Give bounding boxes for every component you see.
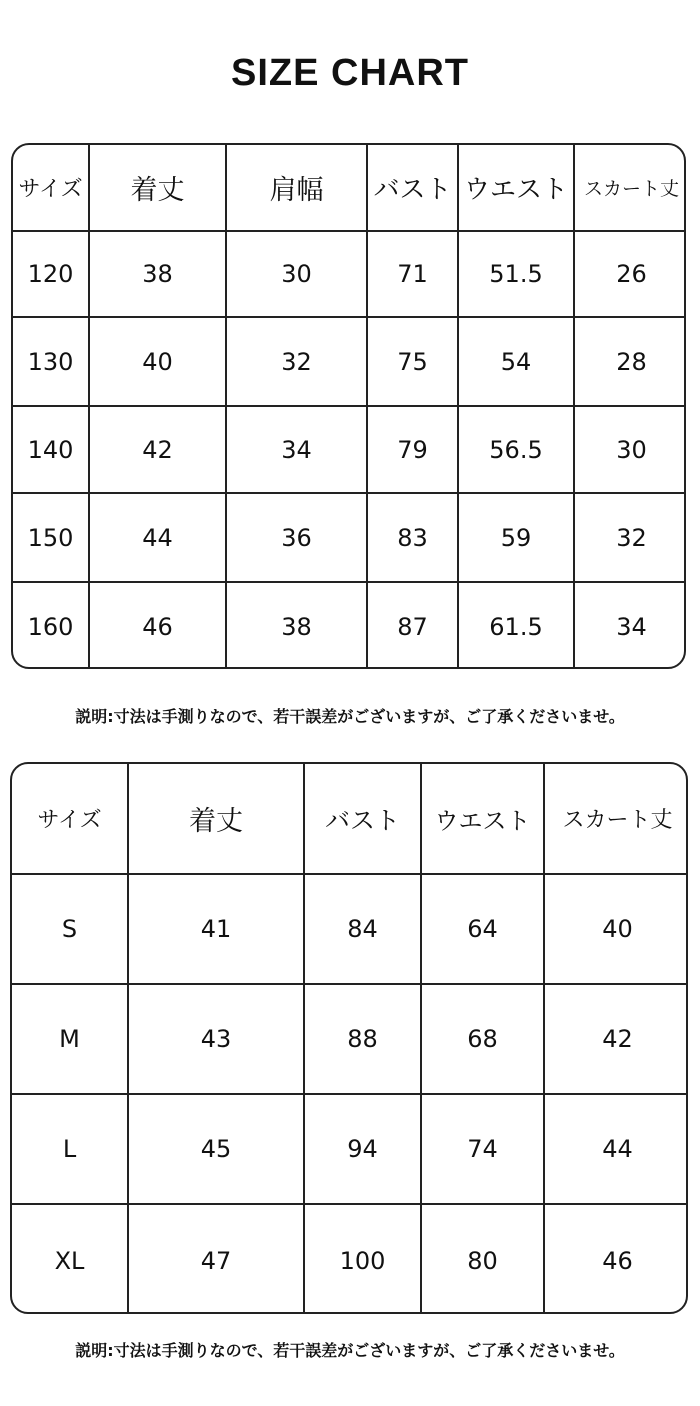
bust-cell: 71 [367,231,458,317]
size-table-2 [10,762,688,1314]
table-row [13,582,686,669]
table-row [13,317,686,406]
bust-cell: 88 [304,984,421,1094]
size-cell: 150 [13,493,89,582]
size-cell: 160 [13,582,89,669]
table-row [12,1204,688,1314]
shoulder-cell: 34 [226,406,367,493]
length-cell: 47 [128,1204,304,1314]
header-skirt-length: スカート丈 [574,145,686,231]
measurement-note: 説明:寸法は手測りなので、若干誤差がございますが、ご了承くださいませ。 [75,1341,625,1360]
length-cell: 40 [89,317,226,406]
page-title: SIZE CHART [231,52,469,94]
table-row [12,1094,688,1204]
skirt-length-cell: 28 [574,317,686,406]
waist-cell: 56.5 [458,406,574,493]
table-row [13,406,686,493]
waist-cell: 59 [458,493,574,582]
size-cell: S [12,874,128,984]
table-header-row [13,145,686,231]
table-row [12,874,688,984]
length-cell: 44 [89,493,226,582]
shoulder-cell: 38 [226,582,367,669]
bust-cell: 84 [304,874,421,984]
skirt-length-cell: 30 [574,406,686,493]
size-cell: 130 [13,317,89,406]
header-bust: バスト [367,145,458,231]
header-shoulder: 肩幅 [226,145,367,231]
header-length: 着丈 [89,145,226,231]
skirt-length-cell: 44 [544,1094,688,1204]
waist-cell: 61.5 [458,582,574,669]
size-cell: XL [12,1204,128,1314]
waist-cell: 68 [421,984,544,1094]
waist-cell: 51.5 [458,231,574,317]
length-cell: 45 [128,1094,304,1204]
length-cell: 38 [89,231,226,317]
size-table-1 [11,143,686,669]
size-cell: 120 [13,231,89,317]
length-cell: 42 [89,406,226,493]
shoulder-cell: 36 [226,493,367,582]
size-cell: L [12,1094,128,1204]
bust-cell: 75 [367,317,458,406]
waist-cell: 80 [421,1204,544,1314]
shoulder-cell: 30 [226,231,367,317]
skirt-length-cell: 32 [574,493,686,582]
shoulder-cell: 32 [226,317,367,406]
waist-cell: 64 [421,874,544,984]
header-size: サイズ [13,145,89,231]
bust-cell: 79 [367,406,458,493]
header-size: サイズ [12,764,128,874]
header-waist: ウエスト [458,145,574,231]
skirt-length-cell: 26 [574,231,686,317]
size-cell: 140 [13,406,89,493]
bust-cell: 87 [367,582,458,669]
table-header-row [12,764,688,874]
table-row [12,984,688,1094]
bust-cell: 83 [367,493,458,582]
skirt-length-cell: 34 [574,582,686,669]
header-length: 着丈 [128,764,304,874]
waist-cell: 54 [458,317,574,406]
header-waist: ウエスト [421,764,544,874]
header-bust: バスト [304,764,421,874]
table-row [13,231,686,317]
length-cell: 41 [128,874,304,984]
skirt-length-cell: 40 [544,874,688,984]
bust-cell: 100 [304,1204,421,1314]
skirt-length-cell: 42 [544,984,688,1094]
table-row [13,493,686,582]
length-cell: 46 [89,582,226,669]
skirt-length-cell: 46 [544,1204,688,1314]
header-skirt-length: スカート丈 [544,764,688,874]
measurement-note: 説明:寸法は手測りなので、若干誤差がございますが、ご了承くださいませ。 [75,707,625,726]
bust-cell: 94 [304,1094,421,1204]
length-cell: 43 [128,984,304,1094]
waist-cell: 74 [421,1094,544,1204]
size-cell: M [12,984,128,1094]
